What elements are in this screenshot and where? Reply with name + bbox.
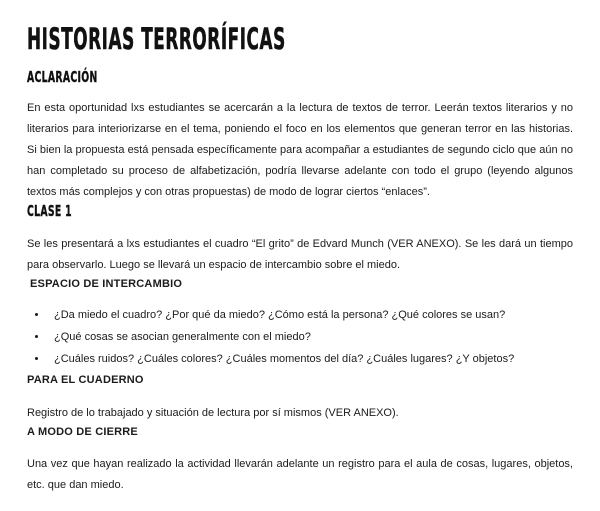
section-heading-espacio-de-intercambio: ESPACIO DE INTERCAMBIO (30, 278, 183, 290)
paragraph-clase-1: Se les presentará a lxs estudiantes el cuadro “El grito” de Edvard Munch (VER ANEXO). Se les dará un tiempo para observarlo. Luego se llevará un espacio de intercambio sobre el miedo. (27, 238, 573, 271)
bullet-list (27, 304, 573, 370)
list-item-pregunta-1: • ¿Da miedo el cuadro? ¿Por qué da miedo? ¿Cómo está la persona? ¿Qué colores se usan? (48, 304, 573, 326)
list-item-pregunta-3: • ¿Cuáles ruidos? ¿Cuáles colores? ¿Cuáles momentos del día? ¿Cuáles lugares? ¿Y objetos? (48, 348, 573, 370)
section-heading-para-el-cuaderno: PARA EL CUADERNO (27, 374, 144, 386)
paragraph-cuaderno: Registro de lo trabajado y situación de lectura por sí mismos (VER ANEXO). (27, 407, 399, 419)
section-heading-aclaracion: ACLARACIÓN (27, 68, 98, 86)
paragraph-cierre: Una vez que hayan realizado la actividad llevarán adelante un registro para el aula de cosas, lugares, objetos, etc. que dan miedo. (27, 458, 573, 491)
section-heading-clase-1: CLASE 1 (27, 202, 72, 220)
paragraph-aclaracion: En esta oportunidad lxs estudiantes se acercarán a la lectura de textos de terror. Leerán textos literarios y no literarios para interiorizarse en el tema, poniendo el foco en los elementos que generan terror en las historias. Si bien la propuesta está pensada específicamente para acompañar a estudiantes de segundo ciclo que aún no han completado su proceso de alfabetización, podría llevarse adelante con todo el grupo (leyendo algunos textos más complejos y con otras propuestas) de modo de lograr ciertos “enlaces”. (27, 102, 573, 198)
page-title: HISTORIAS TERRORÍFICAS (27, 22, 286, 56)
list-item-pregunta-2: • ¿Qué cosas se asocian generalmente con el miedo? (48, 326, 573, 348)
section-heading-a-modo-de-cierre: A MODO DE CIERRE (27, 426, 138, 438)
